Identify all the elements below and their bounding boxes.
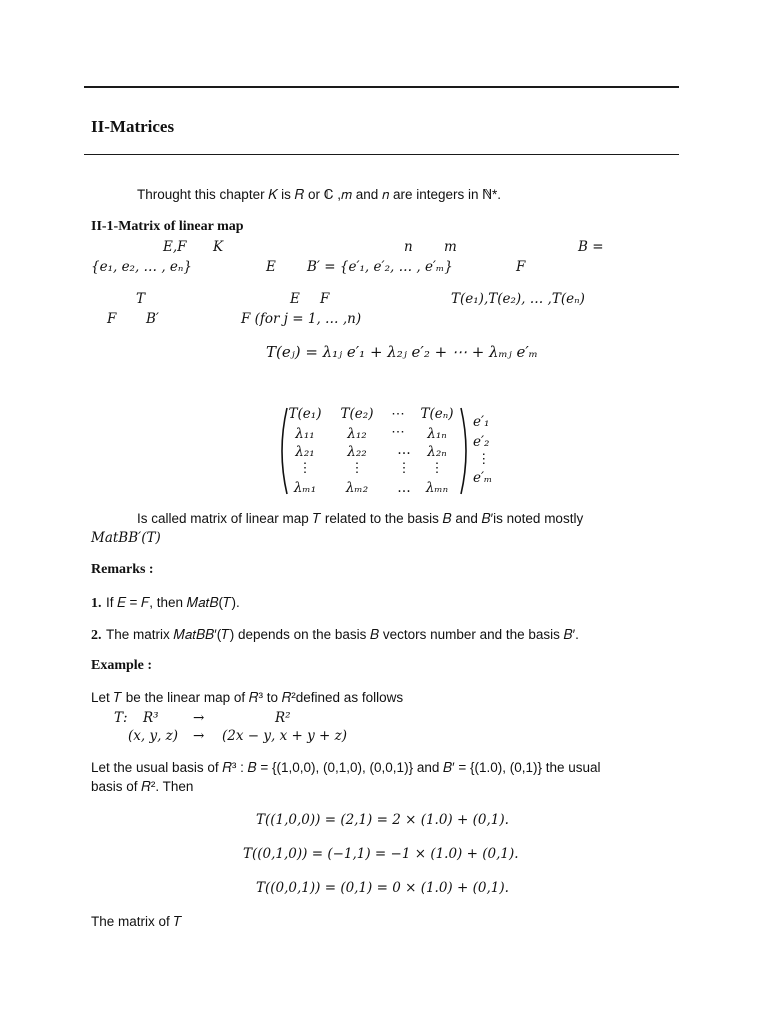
equation-3: 𝑇((0,0,1)) = (0,1) = 0 × (1.0) + (0,1). (256, 880, 509, 896)
matrix-cell: 𝑇(𝑒ₙ) (420, 406, 454, 422)
frag: 𝑚 (444, 239, 457, 255)
closing-text: The matrix of 𝑇 (91, 914, 183, 929)
matrix-cell: 𝜆₂₂ (347, 444, 367, 460)
frag: {𝑒₁, 𝑒₂, … , 𝑒ₙ} (91, 259, 192, 275)
frag: 𝐵′ (146, 311, 159, 327)
matrix-cell: … (397, 442, 411, 458)
map-input: (𝑥, 𝑦, 𝑧) (128, 728, 179, 744)
frag: 𝐵 = (578, 239, 604, 255)
linear-map-matrix (276, 404, 496, 496)
frag: 𝑇 (136, 291, 146, 307)
map-arrow: → (193, 710, 205, 726)
frag: 𝑇(𝑒₁),𝑇(𝑒₂), … ,𝑇(𝑒ₙ) (451, 291, 585, 307)
top-rule (84, 86, 679, 88)
frag: 𝑛 (404, 239, 413, 255)
basis-label: 𝑒′₂ (473, 434, 490, 450)
example-heading: Example : (91, 658, 153, 673)
matrix-cell: 𝜆ₘₙ (425, 480, 449, 496)
frag: 𝐸,𝐹 (163, 239, 187, 255)
remark-1 (91, 594, 240, 612)
title-rule (84, 154, 679, 155)
matrix-cell: 𝜆ₘ₁ (293, 480, 317, 496)
frag: 𝐹 (𝑓𝑜𝑟 𝑗 = 1, … ,𝑛) (241, 311, 362, 327)
matrix-cell: 𝑇(𝑒₂) (340, 406, 374, 422)
matrix-cell: … (397, 480, 411, 496)
matrix-cell: 𝑇(𝑒₁) (288, 406, 322, 422)
frag: 𝐾 (213, 239, 224, 255)
remarks-heading: Remarks : (91, 562, 154, 577)
frag: 𝐵′ = {𝑒′₁, 𝑒′₂, … , 𝑒′ₘ} (307, 259, 453, 275)
frag: 𝐹 (320, 291, 330, 307)
remark-number: 2. (91, 628, 102, 643)
matrix-cell: ⋮ (397, 460, 411, 476)
map-output: (2𝑥 − 𝑦, 𝑥 + 𝑦 + 𝑧) (222, 728, 347, 744)
map-arrow: → (193, 728, 205, 744)
subsection-title: II-1-Matrix of linear map (91, 219, 244, 234)
called-text: Is called matrix of linear map 𝑇 related to the basis 𝐵 and 𝐵′is noted mostly (137, 511, 584, 526)
equation-1: 𝑇((1,0,0)) = (2,1) = 2 × (1.0) + (0,1). (256, 812, 509, 828)
map-name: 𝑇: (114, 710, 128, 726)
remark-text: If 𝐸 = 𝐹, then 𝑀𝑎𝑡𝐵(𝑇). (105, 595, 240, 610)
remark-2 (91, 626, 579, 644)
basis-label: 𝑒′₁ (473, 414, 490, 430)
frag: 𝐹 (516, 259, 526, 275)
basis-label: 𝑒′ₘ (473, 470, 493, 486)
main-formula: 𝑇(𝑒ⱼ) = 𝜆₁ⱼ 𝑒′₁ + 𝜆₂ⱼ 𝑒′₂ + ⋯ + 𝜆ₘⱼ 𝑒′ₘ (266, 343, 538, 361)
matrix-cell: ⋮ (430, 460, 444, 476)
matrix-cell: 𝜆₁₁ (295, 426, 315, 442)
basis-label: ⋮ (477, 451, 491, 467)
example-intro: Let 𝑇 be the linear map of 𝑅³ to 𝑅²defined as follows (91, 690, 404, 705)
remark-number: 1. (91, 596, 102, 611)
mat-notation: 𝑀𝑎𝑡𝐵𝐵′(𝑇) (91, 530, 161, 546)
section-title: II-Matrices (91, 117, 175, 136)
matrix-cell: ⋯ (391, 424, 405, 440)
map-codomain: 𝑅² (275, 710, 291, 726)
matrix-cell: 𝜆₂₁ (295, 444, 315, 460)
frag: 𝐸 (290, 291, 300, 307)
matrix-cell: ⋯ (391, 406, 405, 422)
basis-text: Let the usual basis of 𝑅³ : 𝐵 = {(1,0,0), (0,1,0), (0,0,1)} and 𝐵′ = {(1.0), (0,1)} the usual (91, 760, 601, 775)
matrix-cell: ⋮ (298, 460, 312, 476)
matrix-cell: ⋮ (350, 460, 364, 476)
matrix-cell: 𝜆ₘ₂ (345, 480, 369, 496)
intro-text: Throught this chapter 𝐾 is 𝑅 or ℂ ,𝑚 and 𝑛 are integers in ℕ*. (137, 187, 502, 202)
matrix-cell: 𝜆₂ₙ (427, 444, 447, 460)
matrix-cell: 𝜆₁ₙ (427, 426, 447, 442)
equation-2: 𝑇((0,1,0)) = (−1,1) = −1 × (1.0) + (0,1). (243, 846, 519, 862)
frag: 𝐹 (107, 311, 117, 327)
remark-text: The matrix 𝑀𝑎𝑡𝐵𝐵′(𝑇) depends on the basis 𝐵 vectors number and the basis 𝐵′. (105, 627, 579, 642)
basis-text-cont: basis of 𝑅². Then (91, 779, 194, 794)
map-domain: 𝑅³ (143, 710, 159, 726)
matrix-cell: 𝜆₁₂ (347, 426, 367, 442)
frag: 𝐸 (266, 259, 276, 275)
